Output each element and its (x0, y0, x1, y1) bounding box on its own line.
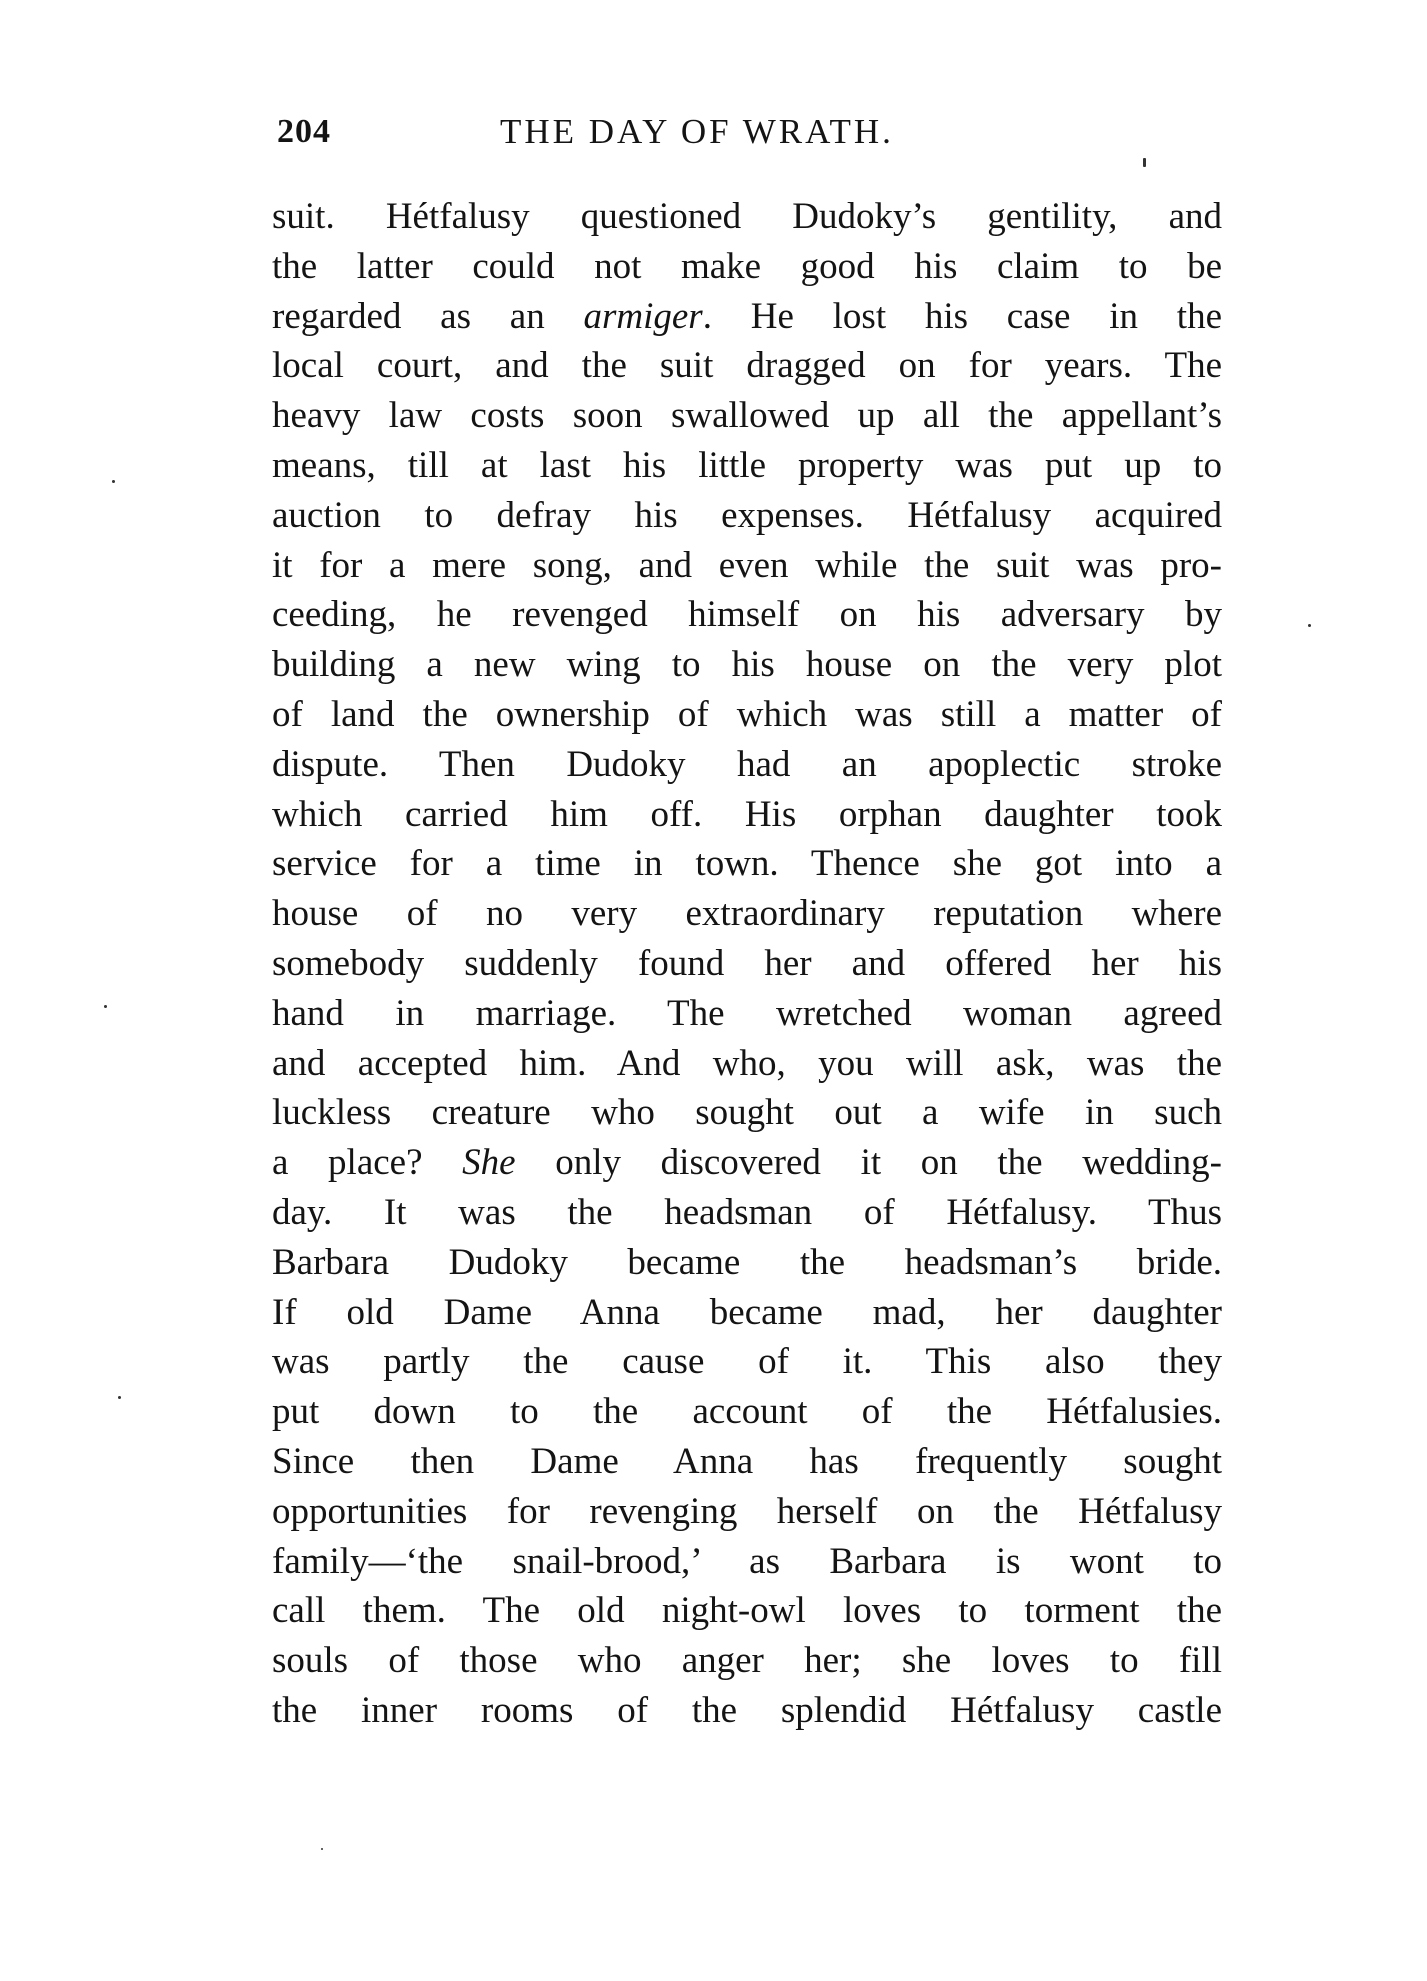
text-line: dispute. Then Dudoky had an apoplectic stroke (272, 743, 1222, 785)
text-line: and accepted him. And who, you will ask, was the (272, 1042, 1222, 1084)
text-line: a place? She only discovered it on the wedding- (272, 1142, 1222, 1184)
text-line: building a new wing to his house on the very plot (272, 644, 1222, 686)
text-line: somebody suddenly found her and offered her his (272, 942, 1222, 984)
text-line: day. It was the headsman of Hétfalusy. Thus (272, 1191, 1222, 1233)
text-line: service for a time in town. Thence she got into a (272, 843, 1222, 885)
text-line: which carried him off. His orphan daughter took (272, 793, 1222, 835)
body-text (272, 192, 1222, 1736)
text-line: call them. The old night-owl loves to torment the (272, 1590, 1222, 1632)
text-line: heavy law costs soon swallowed up all the appellant’s (272, 395, 1222, 437)
running-title: THE DAY OF WRATH. (500, 112, 894, 151)
scan-speck (112, 480, 115, 483)
text-line: house of no very extraordinary reputation where (272, 893, 1222, 935)
text-line: hand in marriage. The wretched woman agreed (272, 992, 1222, 1034)
text-line: of land the ownership of which was still a matter of (272, 693, 1222, 735)
text-line: Barbara Dudoky became the headsman’s bride. (272, 1241, 1222, 1283)
text-line: If old Dame Anna became mad, her daughter (272, 1291, 1222, 1333)
scan-speck (104, 1005, 107, 1008)
scan-speck (321, 1848, 323, 1850)
text-line: was partly the cause of it. This also they (272, 1341, 1222, 1383)
text-line: ceeding, he revenged himself on his adversary by (272, 594, 1222, 636)
text-line: the latter could not make good his claim to be (272, 245, 1222, 287)
text-line: Since then Dame Anna has frequently sought (272, 1440, 1222, 1482)
text-line: family—‘the snail-brood,’ as Barbara is wont to (272, 1540, 1222, 1582)
scan-speck (118, 1396, 121, 1399)
text-line: auction to defray his expenses. Hétfalusy acquired (272, 494, 1222, 536)
text-line: put down to the account of the Hétfalusies. (272, 1391, 1222, 1433)
text-line: souls of those who anger her; she loves to fill (272, 1640, 1222, 1682)
scan-speck (1143, 158, 1146, 167)
scan-speck (1308, 624, 1311, 627)
text-line: the inner rooms of the splendid Hétfalusy castle (272, 1689, 1222, 1731)
text-line: luckless creature who sought out a wife in such (272, 1092, 1222, 1134)
text-line: regarded as an armiger. He lost his case in the (272, 295, 1222, 337)
text-line: it for a mere song, and even while the suit was pro- (272, 544, 1222, 586)
page-number: 204 (277, 113, 331, 150)
page-header (0, 102, 1427, 162)
text-line: means, till at last his little property was put up to (272, 444, 1222, 486)
text-line: suit. Hétfalusy questioned Dudoky’s gentility, and (272, 196, 1222, 237)
text-line: opportunities for revenging herself on the Hétfalusy (272, 1490, 1222, 1532)
text-line: local court, and the suit dragged on for years. The (272, 345, 1222, 387)
